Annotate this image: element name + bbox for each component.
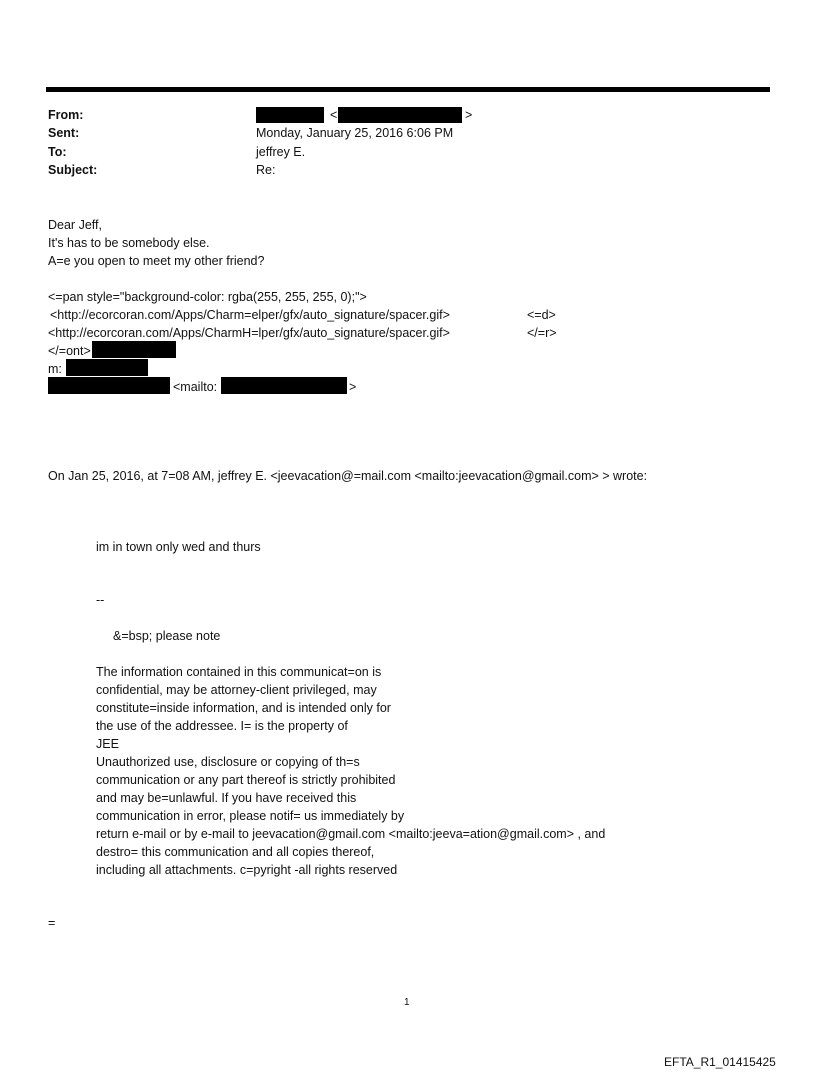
- signature-line-1: <=pan style="background-color: rgba(255, 255, 255, 0);">: [48, 290, 367, 304]
- body-line-1: It's has to be somebody else.: [48, 236, 210, 250]
- from-label: From:: [48, 108, 84, 122]
- from-lt: <: [330, 108, 338, 122]
- redaction-mailto-address: [221, 377, 347, 394]
- quoted-dashes: --: [96, 593, 105, 607]
- redaction-sender-email: [338, 107, 462, 123]
- to-value: jeffrey E.: [256, 145, 306, 159]
- redaction-signature-name: [92, 341, 176, 358]
- to-label: To:: [48, 145, 67, 159]
- disclaimer-line: the use of the addressee. I= is the property of: [96, 719, 348, 733]
- disclaimer-line: and may be=unlawful. If you have received this: [96, 791, 357, 805]
- signature-mailto: <mailto:: [173, 380, 218, 394]
- header-rule: [46, 87, 770, 92]
- signature-tag-2: <=d>: [527, 308, 556, 322]
- subject-label: Subject:: [48, 163, 98, 177]
- signature-line-4: </=ont>: [48, 344, 91, 358]
- sent-value: Monday, January 25, 2016 6:06 PM: [256, 126, 454, 140]
- disclaimer-line: communication in error, please notif= us immediately by: [96, 809, 405, 823]
- redaction-signature-email: [48, 377, 170, 394]
- disclaimer-line: JEE: [96, 737, 119, 751]
- signature-line-3: <http://ecorcoran.com/Apps/CharmH=lper/gfx/auto_signature/spacer.gif>: [48, 326, 450, 340]
- page-number: 1: [404, 997, 410, 1008]
- greeting: Dear Jeff,: [48, 218, 102, 232]
- redaction-mobile-number: [66, 359, 148, 376]
- signature-tag-3: </=r>: [527, 326, 557, 340]
- quoted-note: &=bsp; please note: [113, 629, 221, 643]
- disclaimer-line: The information contained in this communicat=on is: [96, 665, 382, 679]
- document-id: EFTA_R1_01415425: [664, 1055, 776, 1069]
- body-line-2: A=e you open to meet my other friend?: [48, 254, 265, 268]
- from-gt: >: [465, 108, 473, 122]
- quoted-message: im in town only wed and thurs: [96, 540, 261, 554]
- disclaimer-line: destro= this communication and all copies thereof,: [96, 845, 375, 859]
- disclaimer-line: confidential, may be attorney-client privileged, may: [96, 683, 377, 697]
- sent-label: Sent:: [48, 126, 80, 140]
- disclaimer-line: Unauthorized use, disclosure or copying of th=s: [96, 755, 360, 769]
- signature-mailto-end: >: [349, 380, 357, 394]
- disclaimer-line: including all attachments. c=pyright -all rights reserved: [96, 863, 398, 877]
- disclaimer-line: communication or any part thereof is strictly prohibited: [96, 773, 396, 787]
- quoted-intro: On Jan 25, 2016, at 7=08 AM, jeffrey E. <jeevacation@=mail.com <mailto:jeevacation@gmail.com> > wrote:: [48, 469, 648, 483]
- trailer-char: =: [48, 916, 56, 930]
- disclaimer-line: return e-mail or by e-mail to jeevacation@gmail.com <mailto:jeeva=ation@gmail.com> , and: [96, 827, 606, 841]
- signature-mobile-label: m:: [48, 362, 62, 376]
- redaction-sender-name: [256, 107, 324, 123]
- subject-value: Re:: [256, 163, 276, 177]
- disclaimer-line: constitute=inside information, and is intended only for: [96, 701, 391, 715]
- signature-line-2: <http://ecorcoran.com/Apps/Charm=elper/gfx/auto_signature/spacer.gif>: [50, 308, 450, 322]
